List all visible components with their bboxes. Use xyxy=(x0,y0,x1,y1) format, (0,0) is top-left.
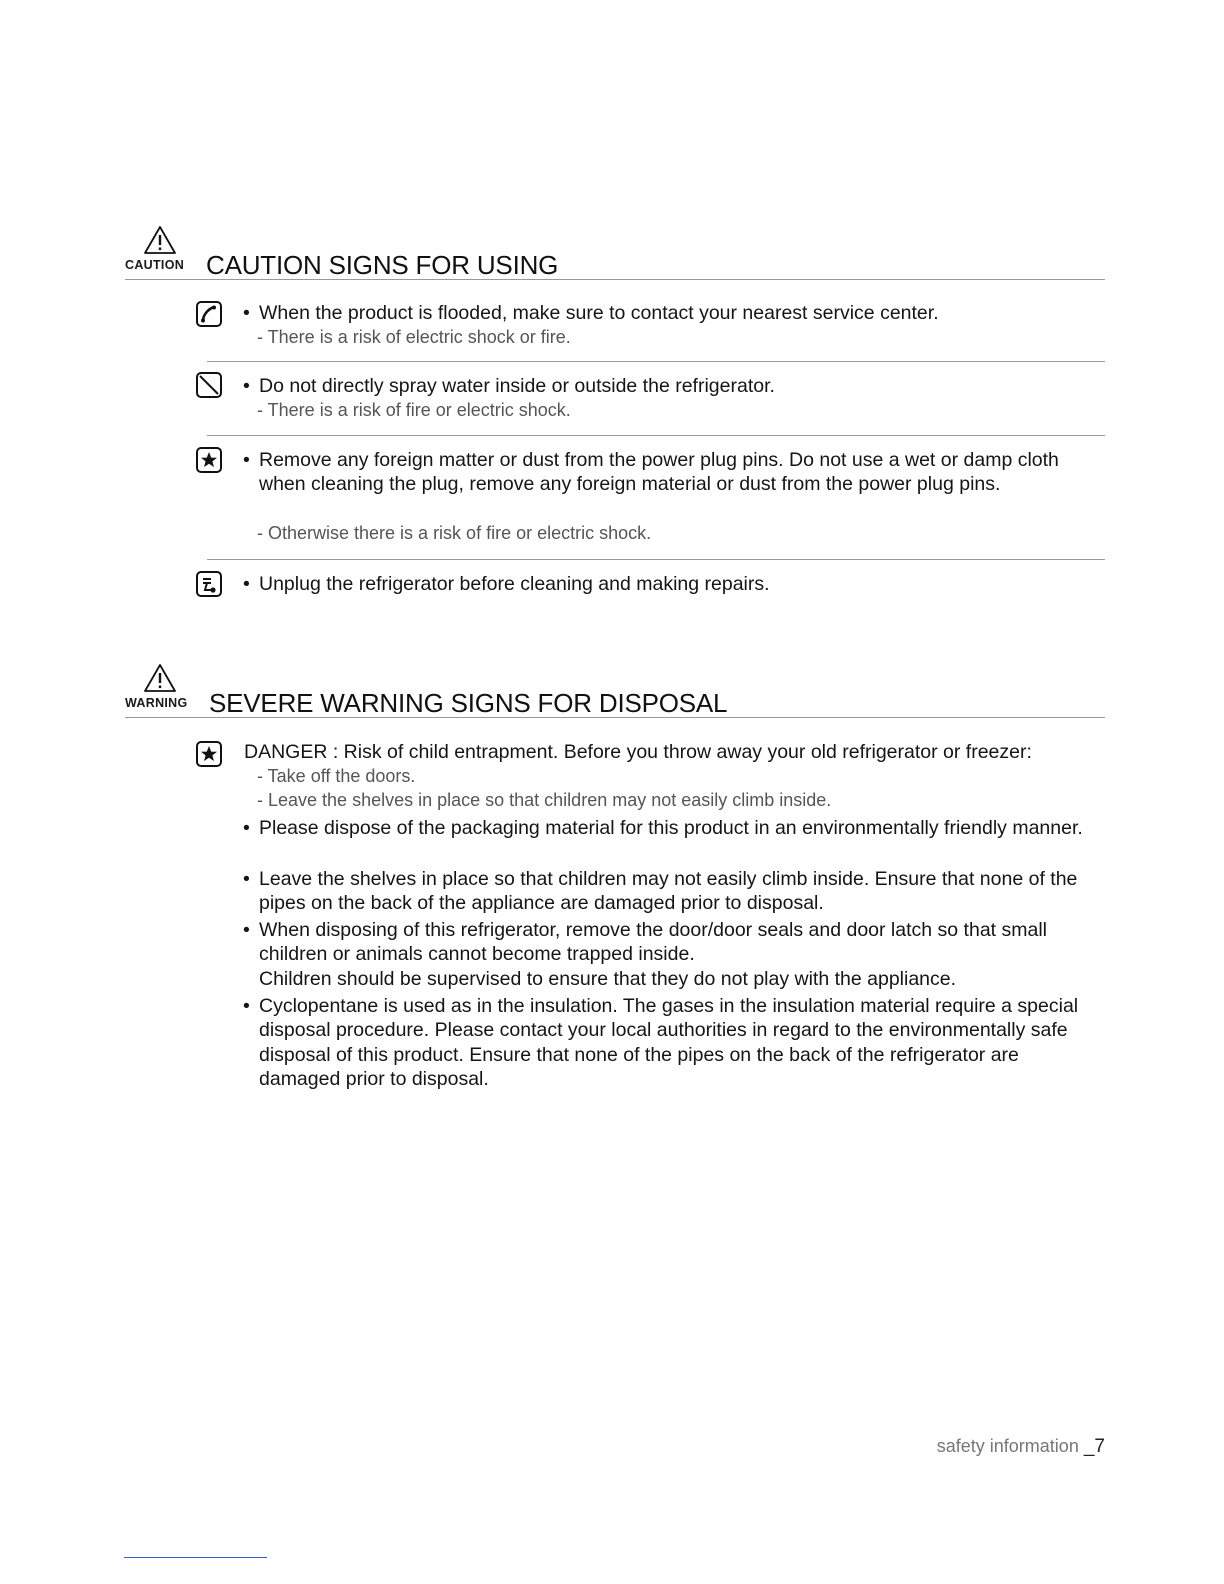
caution-item xyxy=(207,435,1105,559)
caution-item-text: Remove any foreign matter or dust from the power plug pins. Do not use a wet or damp cloth when cleaning the plug, remove any foreign material or dust from the power plug pins. xyxy=(259,449,1059,496)
unplug-icon xyxy=(195,570,223,598)
warning-bullet-text: When disposing of this refrigerator, remove the door/door seals and door latch so that small children or animals cannot become trapped inside. xyxy=(259,919,1047,966)
bullet: • xyxy=(243,817,250,839)
warning-triangle-icon xyxy=(143,225,177,255)
warning-content xyxy=(195,728,1105,1098)
no-spray-icon xyxy=(195,371,223,399)
caution-item-subtext: - There is a risk of electric shock or fire. xyxy=(257,327,571,347)
important-star-icon xyxy=(195,740,223,768)
bullet: • xyxy=(243,868,250,890)
bullet: • xyxy=(243,573,250,595)
caution-section-title: CAUTION SIGNS FOR USING xyxy=(206,250,559,280)
bullet: • xyxy=(243,375,250,397)
page-footer xyxy=(900,1436,1105,1458)
caution-item xyxy=(207,361,1105,435)
warning-bullet-text: Cyclopentane is used as in the insulation. The gases in the insulation material require a special disposal procedure. Please contact your local authorities in regard to the environmentally safe disposal of this product. Ensure that none of the pipes on the back of the refrigerator are damaged prior to disposal. xyxy=(259,995,1079,1090)
caution-item xyxy=(195,290,1105,360)
caution-item-text: When the product is flooded, make sure to contact your nearest service center. xyxy=(259,302,939,324)
warning-bullet-text: Please dispose of the packaging material for this product in an environmentally friendly manner. xyxy=(259,817,1083,839)
caution-sign-label: CAUTION xyxy=(125,257,185,272)
bullet: • xyxy=(243,449,250,471)
warning-triangle-icon xyxy=(143,663,177,693)
warning-section-title: SEVERE WARNING SIGNS FOR DISPOSAL xyxy=(209,688,728,718)
bullet: • xyxy=(243,995,250,1017)
caution-item xyxy=(207,559,1105,609)
caution-item-subtext: - Otherwise there is a risk of fire or electric shock. xyxy=(257,523,652,543)
bottom-rule xyxy=(124,1557,267,1558)
caution-item-text: Unplug the refrigerator before cleaning and making repairs. xyxy=(259,573,770,595)
warning-bullet-text: Leave the shelves in place so that children may not easily climb inside. Ensure that none of the pipes on the back of the appliance are damaged prior to disposal. xyxy=(259,868,1078,915)
warning-bullet-extra-text: Children should be supervised to ensure that they do not play with the appliance. xyxy=(259,968,957,990)
warning-sign xyxy=(125,663,201,709)
contact-service-icon xyxy=(195,300,223,328)
caution-sign xyxy=(125,225,201,271)
important-star-icon xyxy=(195,446,223,474)
bullet: • xyxy=(243,302,250,324)
caution-item-text: Do not directly spray water inside or outside the refrigerator. xyxy=(259,375,775,397)
caution-item-subtext: - There is a risk of fire or electric shock. xyxy=(257,400,571,420)
bullet: • xyxy=(243,919,250,941)
page-number: _7 xyxy=(1083,1436,1105,1457)
footer-label: safety information xyxy=(936,1436,1079,1456)
danger-subtext: - Take off the doors. xyxy=(257,766,416,786)
warning-sign-label: WARNING xyxy=(125,695,188,710)
danger-subtext: - Leave the shelves in place so that children may not easily climb inside. xyxy=(257,790,832,810)
danger-text: DANGER : Risk of child entrapment. Before you throw away your old refrigerator or freezer: xyxy=(244,741,1032,763)
caution-section-header xyxy=(125,232,1105,280)
warning-section-header xyxy=(125,670,1105,718)
